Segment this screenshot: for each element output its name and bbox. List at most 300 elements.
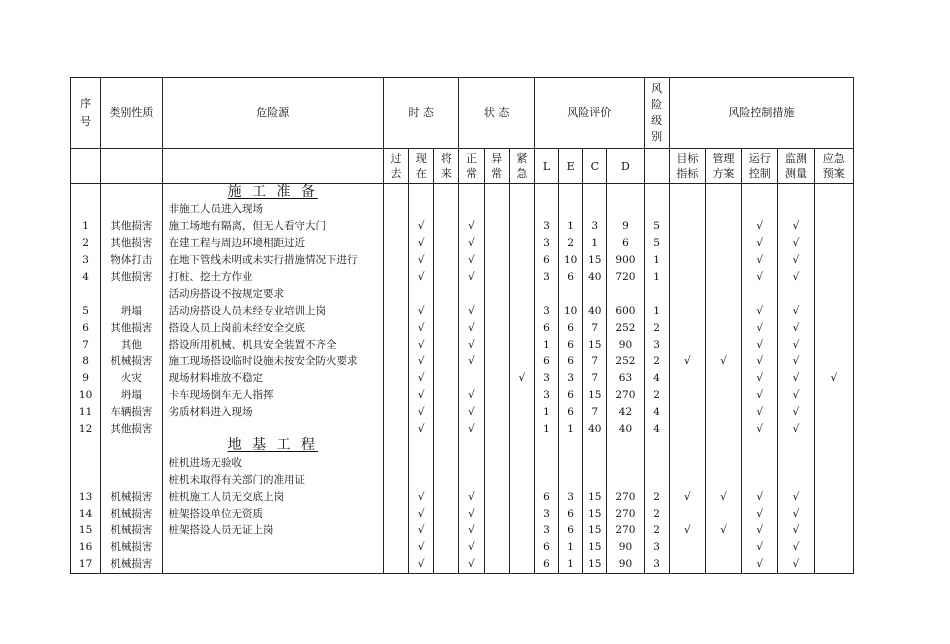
row-L — [534, 285, 558, 302]
row-category: 火灾 — [101, 370, 162, 387]
row-C: 7 — [583, 370, 607, 387]
row-L: 3 — [534, 522, 558, 539]
row-target — [669, 539, 705, 556]
row-E — [559, 285, 583, 302]
row-abnormal — [484, 387, 509, 404]
row-plan — [814, 319, 853, 336]
row-past — [383, 336, 408, 353]
row-present: √ — [409, 556, 434, 573]
row-mgmt — [705, 252, 741, 269]
row-monitor: √ — [778, 370, 814, 387]
row-hazard — [162, 556, 383, 573]
row-plan — [814, 404, 853, 421]
row-future — [434, 454, 459, 471]
table-row — [71, 353, 854, 370]
row-hazard: 桩机进场无验收 — [162, 454, 383, 471]
header-L: L — [534, 149, 558, 184]
row-plan — [814, 488, 853, 505]
row-run: √ — [742, 421, 778, 438]
row-monitor: √ — [778, 218, 814, 235]
row-level — [644, 285, 669, 302]
row-hazard: 桩机未取得有关部门的准用证 — [162, 471, 383, 488]
row-D: 90 — [607, 539, 644, 556]
row-past — [383, 454, 408, 471]
row-normal: √ — [459, 556, 484, 573]
row-future — [434, 285, 459, 302]
row-D: 90 — [607, 556, 644, 573]
row-D: 600 — [607, 302, 644, 319]
row-present: √ — [409, 387, 434, 404]
row-monitor — [778, 471, 814, 488]
table-row — [71, 252, 854, 269]
row-D: 42 — [607, 404, 644, 421]
row-C: 1 — [583, 235, 607, 252]
row-level: 4 — [644, 370, 669, 387]
row-past — [383, 556, 408, 573]
row-abnormal — [484, 201, 509, 218]
row-mgmt — [705, 218, 741, 235]
row-run: √ — [742, 218, 778, 235]
table-row — [71, 370, 854, 387]
section-title — [162, 184, 383, 202]
row-hazard: 施工现场搭设临时设施未按安全防火要求 — [162, 353, 383, 370]
row-number: 6 — [71, 319, 101, 336]
row-hazard: 活动房搭设人员未经专业培训上岗 — [162, 302, 383, 319]
row-present — [409, 454, 434, 471]
row-plan — [814, 269, 853, 286]
row-present: √ — [409, 252, 434, 269]
row-C: 7 — [583, 319, 607, 336]
row-C: 15 — [583, 336, 607, 353]
row-emergency — [509, 387, 534, 404]
row-future — [434, 370, 459, 387]
row-present: √ — [409, 522, 434, 539]
header-state: 状 态 — [459, 78, 534, 149]
row-category: 其他损害 — [101, 269, 162, 286]
row-run: √ — [742, 488, 778, 505]
row-future — [434, 539, 459, 556]
row-normal: √ — [459, 235, 484, 252]
row-run — [742, 471, 778, 488]
row-hazard: 桩架搭设单位无资质 — [162, 505, 383, 522]
row-run: √ — [742, 404, 778, 421]
row-category: 机械损害 — [101, 505, 162, 522]
row-plan — [814, 421, 853, 438]
row-normal: √ — [459, 269, 484, 286]
row-target — [669, 556, 705, 573]
row-target — [669, 505, 705, 522]
row-abnormal — [484, 252, 509, 269]
row-emergency — [509, 488, 534, 505]
row-E: 2 — [559, 235, 583, 252]
row-E — [559, 471, 583, 488]
row-level: 5 — [644, 218, 669, 235]
row-abnormal — [484, 370, 509, 387]
row-D: 40 — [607, 421, 644, 438]
row-level: 3 — [644, 556, 669, 573]
row-mgmt — [705, 471, 741, 488]
row-hazard — [162, 421, 383, 438]
row-emergency — [509, 539, 534, 556]
row-E: 6 — [559, 387, 583, 404]
row-level: 2 — [644, 488, 669, 505]
row-L: 3 — [534, 505, 558, 522]
row-monitor: √ — [778, 252, 814, 269]
header-target: 目标指标 — [669, 149, 705, 184]
row-target — [669, 269, 705, 286]
row-monitor: √ — [778, 319, 814, 336]
row-category: 机械损害 — [101, 522, 162, 539]
row-E: 1 — [559, 218, 583, 235]
row-monitor: √ — [778, 302, 814, 319]
row-hazard: 桩机施工人员无交底上岗 — [162, 488, 383, 505]
row-run: √ — [742, 336, 778, 353]
row-number — [71, 201, 101, 218]
row-abnormal — [484, 285, 509, 302]
row-abnormal — [484, 421, 509, 438]
table-row — [71, 522, 854, 539]
row-level: 4 — [644, 404, 669, 421]
row-emergency — [509, 505, 534, 522]
row-target — [669, 336, 705, 353]
row-D: 270 — [607, 505, 644, 522]
row-level: 2 — [644, 353, 669, 370]
table-row — [71, 319, 854, 336]
row-emergency — [509, 421, 534, 438]
row-C: 15 — [583, 252, 607, 269]
row-target — [669, 471, 705, 488]
row-mgmt — [705, 505, 741, 522]
header-C: C — [583, 149, 607, 184]
header-emergency: 紧急 — [509, 149, 534, 184]
row-L — [534, 201, 558, 218]
row-L: 6 — [534, 252, 558, 269]
row-past — [383, 370, 408, 387]
row-run: √ — [742, 319, 778, 336]
row-normal: √ — [459, 218, 484, 235]
row-C: 3 — [583, 218, 607, 235]
row-present: √ — [409, 336, 434, 353]
row-past — [383, 488, 408, 505]
row-D — [607, 201, 644, 218]
row-category: 其他损害 — [101, 421, 162, 438]
row-run: √ — [742, 556, 778, 573]
row-level — [644, 471, 669, 488]
table-row — [71, 404, 854, 421]
row-level: 1 — [644, 302, 669, 319]
row-D: 63 — [607, 370, 644, 387]
row-D: 6 — [607, 235, 644, 252]
table-row — [71, 201, 854, 218]
row-emergency — [509, 454, 534, 471]
row-target — [669, 235, 705, 252]
row-D: 270 — [607, 488, 644, 505]
header-category: 类别性质 — [101, 78, 162, 149]
row-present — [409, 471, 434, 488]
row-E: 1 — [559, 421, 583, 438]
row-abnormal — [484, 539, 509, 556]
row-monitor — [778, 201, 814, 218]
row-future — [434, 269, 459, 286]
row-emergency: √ — [509, 370, 534, 387]
header-abnormal: 异常 — [484, 149, 509, 184]
table-row — [71, 336, 854, 353]
row-plan — [814, 285, 853, 302]
header-risk-level: 风险级别 — [644, 78, 669, 149]
row-future — [434, 218, 459, 235]
row-future — [434, 421, 459, 438]
row-level: 3 — [644, 336, 669, 353]
row-hazard: 卡车现场倒车无人指挥 — [162, 387, 383, 404]
row-future — [434, 319, 459, 336]
row-mgmt — [705, 201, 741, 218]
row-present: √ — [409, 488, 434, 505]
row-mgmt — [705, 302, 741, 319]
header-E: E — [559, 149, 583, 184]
row-hazard: 在地下管线未明或未实行措施情况下进行 — [162, 252, 383, 269]
row-past — [383, 235, 408, 252]
row-mgmt — [705, 269, 741, 286]
row-mgmt — [705, 387, 741, 404]
section-title — [162, 437, 383, 454]
row-plan — [814, 201, 853, 218]
row-plan — [814, 302, 853, 319]
row-run — [742, 201, 778, 218]
row-normal: √ — [459, 387, 484, 404]
row-run — [742, 454, 778, 471]
row-past — [383, 201, 408, 218]
row-E — [559, 201, 583, 218]
row-normal: √ — [459, 336, 484, 353]
row-past — [383, 218, 408, 235]
row-hazard: 现场材料堆放不稳定 — [162, 370, 383, 387]
row-D — [607, 454, 644, 471]
row-present: √ — [409, 353, 434, 370]
row-E: 3 — [559, 370, 583, 387]
row-number: 5 — [71, 302, 101, 319]
row-L: 6 — [534, 556, 558, 573]
row-abnormal — [484, 218, 509, 235]
row-D — [607, 285, 644, 302]
row-L: 3 — [534, 235, 558, 252]
row-monitor — [778, 454, 814, 471]
row-number: 15 — [71, 522, 101, 539]
row-emergency — [509, 556, 534, 573]
row-emergency — [509, 285, 534, 302]
row-future — [434, 505, 459, 522]
header-future: 将来 — [434, 149, 459, 184]
row-run: √ — [742, 252, 778, 269]
row-emergency — [509, 336, 534, 353]
row-plan — [814, 218, 853, 235]
row-number: 13 — [71, 488, 101, 505]
table-row — [71, 269, 854, 286]
row-hazard: 打桩、挖土方作业 — [162, 269, 383, 286]
row-D: 270 — [607, 522, 644, 539]
row-plan — [814, 556, 853, 573]
row-level — [644, 201, 669, 218]
row-normal — [459, 471, 484, 488]
row-mgmt — [705, 421, 741, 438]
row-normal: √ — [459, 302, 484, 319]
row-hazard: 在建工程与周边环境相距过近 — [162, 235, 383, 252]
header-run: 运行控制 — [742, 149, 778, 184]
row-plan — [814, 252, 853, 269]
table-row — [71, 505, 854, 522]
row-target — [669, 454, 705, 471]
table-row — [71, 556, 854, 573]
row-category: 机械损害 — [101, 556, 162, 573]
row-monitor: √ — [778, 505, 814, 522]
row-future — [434, 488, 459, 505]
row-future — [434, 471, 459, 488]
row-L: 6 — [534, 353, 558, 370]
row-present: √ — [409, 505, 434, 522]
row-C: 15 — [583, 387, 607, 404]
row-C — [583, 454, 607, 471]
row-past — [383, 319, 408, 336]
row-C: 15 — [583, 556, 607, 573]
row-run: √ — [742, 370, 778, 387]
row-number: 16 — [71, 539, 101, 556]
row-C: 40 — [583, 302, 607, 319]
row-emergency — [509, 218, 534, 235]
header-plan: 应急预案 — [814, 149, 853, 184]
row-plan — [814, 522, 853, 539]
section-title-text: 施 工 准 备 — [227, 184, 318, 200]
row-D: 900 — [607, 252, 644, 269]
row-run: √ — [742, 235, 778, 252]
header-seq: 序号 — [71, 78, 101, 149]
row-monitor: √ — [778, 269, 814, 286]
row-target — [669, 421, 705, 438]
row-C: 15 — [583, 539, 607, 556]
row-target: √ — [669, 488, 705, 505]
row-category: 其他损害 — [101, 235, 162, 252]
row-D: 9 — [607, 218, 644, 235]
row-level: 5 — [644, 235, 669, 252]
row-normal: √ — [459, 488, 484, 505]
row-mgmt: √ — [705, 522, 741, 539]
row-number: 11 — [71, 404, 101, 421]
row-future — [434, 336, 459, 353]
row-future — [434, 252, 459, 269]
row-monitor: √ — [778, 353, 814, 370]
row-L: 3 — [534, 269, 558, 286]
row-category: 机械损害 — [101, 539, 162, 556]
row-abnormal — [484, 556, 509, 573]
header-past: 过去 — [383, 149, 408, 184]
row-E: 10 — [559, 252, 583, 269]
row-number: 1 — [71, 218, 101, 235]
row-run — [742, 285, 778, 302]
row-number: 3 — [71, 252, 101, 269]
row-number: 12 — [71, 421, 101, 438]
row-normal — [459, 454, 484, 471]
row-abnormal — [484, 235, 509, 252]
row-C: 7 — [583, 353, 607, 370]
row-plan — [814, 336, 853, 353]
row-future — [434, 404, 459, 421]
row-present: √ — [409, 235, 434, 252]
row-D: 252 — [607, 353, 644, 370]
row-target — [669, 387, 705, 404]
row-emergency — [509, 522, 534, 539]
header-D: D — [607, 149, 644, 184]
row-target: √ — [669, 522, 705, 539]
row-future — [434, 302, 459, 319]
row-past — [383, 269, 408, 286]
row-number: 9 — [71, 370, 101, 387]
row-C: 40 — [583, 421, 607, 438]
row-E — [559, 454, 583, 471]
table-row — [71, 454, 854, 471]
row-monitor: √ — [778, 336, 814, 353]
row-hazard — [162, 539, 383, 556]
row-C: 15 — [583, 505, 607, 522]
row-target: √ — [669, 353, 705, 370]
row-L: 1 — [534, 421, 558, 438]
row-category: 机械损害 — [101, 488, 162, 505]
row-monitor: √ — [778, 556, 814, 573]
row-present: √ — [409, 319, 434, 336]
row-category: 其他 — [101, 336, 162, 353]
row-hazard: 搭设所用机械、机具安全装置不齐全 — [162, 336, 383, 353]
row-L: 1 — [534, 404, 558, 421]
header-control: 风险控制措施 — [669, 78, 853, 149]
row-normal: √ — [459, 353, 484, 370]
row-target — [669, 319, 705, 336]
row-target — [669, 201, 705, 218]
row-normal: √ — [459, 421, 484, 438]
row-run: √ — [742, 539, 778, 556]
row-abnormal — [484, 319, 509, 336]
row-emergency — [509, 252, 534, 269]
row-E: 3 — [559, 488, 583, 505]
row-level: 1 — [644, 252, 669, 269]
header-hazard: 危险源 — [162, 78, 383, 149]
row-present: √ — [409, 404, 434, 421]
row-emergency — [509, 471, 534, 488]
table-row — [71, 235, 854, 252]
row-emergency — [509, 319, 534, 336]
row-number: 4 — [71, 269, 101, 286]
row-normal: √ — [459, 319, 484, 336]
row-past — [383, 353, 408, 370]
row-present: √ — [409, 218, 434, 235]
row-mgmt — [705, 285, 741, 302]
row-plan — [814, 387, 853, 404]
row-hazard: 非施工人员进入现场 — [162, 201, 383, 218]
header-mgmt: 管理方案 — [705, 149, 741, 184]
row-normal — [459, 285, 484, 302]
row-target — [669, 252, 705, 269]
header-tense: 时 态 — [383, 78, 458, 149]
row-E: 6 — [559, 269, 583, 286]
row-emergency — [509, 404, 534, 421]
header-row-sub — [71, 149, 854, 184]
row-hazard: 活动房搭设不按规定要求 — [162, 285, 383, 302]
row-level: 3 — [644, 539, 669, 556]
row-mgmt — [705, 556, 741, 573]
row-level: 2 — [644, 387, 669, 404]
row-level: 2 — [644, 319, 669, 336]
risk-assessment-table — [70, 77, 854, 574]
row-run: √ — [742, 353, 778, 370]
table-row — [71, 421, 854, 438]
row-number: 8 — [71, 353, 101, 370]
row-hazard: 施工场地有隔离，但无人看守大门 — [162, 218, 383, 235]
